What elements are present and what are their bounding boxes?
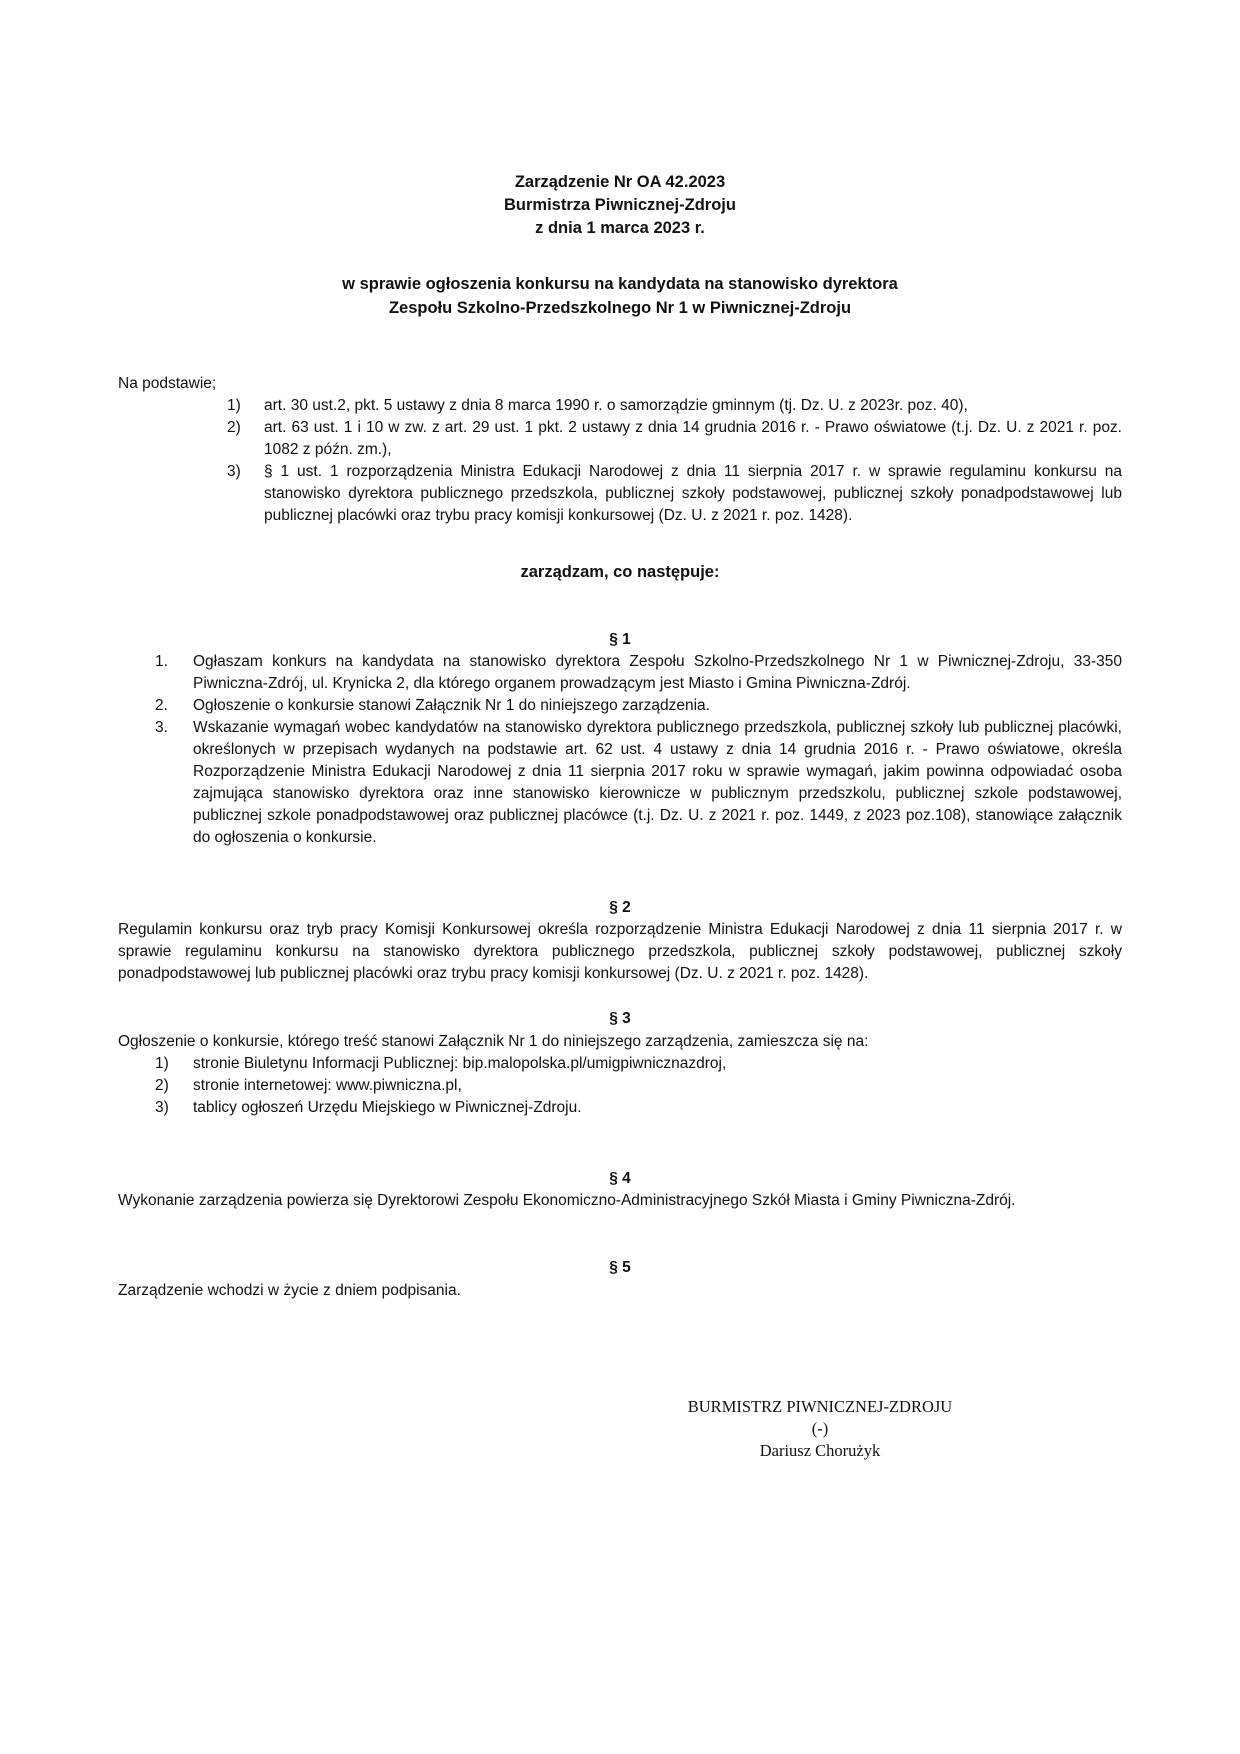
section-3 — [118, 1031, 1122, 1119]
list-item — [118, 717, 1122, 849]
document-subject — [118, 272, 1122, 320]
list-item — [118, 695, 1122, 717]
list-item-text: Ogłaszam konkurs na kandydata na stanowisko dyrektora Zespołu Szkolno-Przedszkolnego Nr 1 w Piwnicznej-Zdroju, 33-350 Piwniczna-Zdrój, ul. Krynicka 2, dla którego organem prowadzącym jest Miasto i Gmina Piwniczna-Zdrój. — [193, 653, 1122, 692]
list-item-text: tablicy ogłoszeń Urzędu Miejskiego w Piwnicznej-Zdroju. — [193, 1099, 582, 1116]
list-item-text: stronie Biuletynu Informacji Publicznej: bip.malopolska.pl/umigpiwnicznazdroj, — [193, 1055, 727, 1072]
decree-date: z dnia 1 marca 2023 r. — [535, 219, 705, 237]
list-item — [118, 461, 1122, 527]
section-4-title: § 4 — [609, 1170, 631, 1187]
section-3-intro: Ogłoszenie o konkursie, którego treść stanowi Załącznik Nr 1 do niniejszego zarządzenia, zamieszcza się na: — [118, 1033, 869, 1050]
list-item-text: art. 30 ust.2, pkt. 5 ustawy z dnia 8 marca 1990 r. o samorządzie gminnym (tj. Dz. U. z 2023r. poz. 40), — [264, 397, 968, 414]
subject-line-1: w sprawie ogłoszenia konkursu na kandydata na stanowisko dyrektora — [342, 275, 898, 293]
list-item-text: Ogłoszenie o konkursie stanowi Załącznik Nr 1 do niniejszego zarządzenia. — [193, 697, 710, 714]
section-5-text: Zarządzenie wchodzi w życie z dniem podpisania. — [118, 1282, 461, 1299]
decree-statement: zarządzam, co następuje: — [520, 563, 720, 581]
document-header — [118, 171, 1122, 240]
section-1 — [118, 651, 1122, 849]
section-5-title: § 5 — [609, 1259, 631, 1276]
section-2 — [118, 919, 1122, 985]
list-item — [118, 1075, 1122, 1097]
section-2-title: § 2 — [609, 899, 631, 916]
section-2-text: Regulamin konkursu oraz tryb pracy Komisji Konkursowej określa rozporządzenie Ministra Edukacji Narodowej z dnia 11 sierpnia 2017 r. w sprawie regulaminu konkursu na stanowisko dyrektora publicznego przedszkola, publicznej szkoły podstawowej, publicznej szkoły ponadpodstawowej lub publicznej placówki oraz trybu pracy komisji konkursowej (Dz. U. z 2021 r. poz. 1428). — [118, 921, 1122, 982]
signature-block — [660, 1396, 980, 1462]
issuer: Burmistrza Piwnicznej-Zdroju — [504, 196, 736, 214]
legal-basis — [118, 373, 1122, 527]
list-item — [118, 651, 1122, 695]
list-item — [118, 1053, 1122, 1075]
list-item-text: art. 63 ust. 1 i 10 w zw. z art. 29 ust. 1 pkt. 2 ustawy z dnia 14 grudnia 2016 r. - Prawo oświatowe (t.j. Dz. U. z 2021 r. poz. 1082 z późn. zm.), — [264, 419, 1122, 458]
list-item — [118, 1097, 1122, 1119]
section-4-text: Wykonanie zarządzenia powierza się Dyrektorowi Zespołu Ekonomiczno-Administracyjnego Szkół Miasta i Gminy Piwniczna-Zdrój. — [118, 1192, 1016, 1209]
list-item-text: § 1 ust. 1 rozporządzenia Ministra Edukacji Narodowej z dnia 11 sierpnia 2017 r. w sprawie regulaminu konkursu na stanowisko dyrektora publicznego przedszkola, publicznej szkoły podstawowej, publicznej szkoły ponadpodstawowej lub publicznej placówki oraz trybu pracy komisji konkursowej (Dz. U. z 2021 r. poz. 1428). — [264, 463, 1122, 524]
decree-number: Zarządzenie Nr OA 42.2023 — [514, 173, 726, 191]
list-item-text: Wskazanie wymagań wobec kandydatów na stanowisko dyrektora publicznego przedszkola, publicznej szkoły lub publicznej placówki, określonych w przepisach wydanych na podstawie art. 62 ust. 4 ustawy z dnia 14 grudnia 2016 r. - Prawo oświatowe, określa Rozporządzenie Ministra Edukacji Narodowej z dnia 11 sierpnia 2017 roku w sprawie wymagań, jakim powinna odpowiadać osoba zajmująca stanowisko dyrektora oraz inne stanowisko kierownicze w publicznym przedszkolu, publicznej szkole podstawowej, publicznej szkole ponadpodstawowej oraz publicznej placówce (t.j. Dz. U. z 2021 r. poz. 1449, z 2023 poz.108), stanowiące załącznik do ogłoszenia o konkursie. — [193, 719, 1122, 846]
legal-basis-intro: Na podstawie; — [118, 375, 217, 392]
list-item-number: 2. — [155, 697, 168, 714]
signature-mark: (-) — [811, 1419, 829, 1438]
list-item-number: 1) — [227, 397, 241, 414]
subject-line-2: Zespołu Szkolno-Przedszkolnego Nr 1 w Piwnicznej-Zdroju — [388, 299, 852, 317]
list-item-number: 1) — [155, 1055, 169, 1072]
signature-role: BURMISTRZ PIWNICZNEJ-ZDROJU — [687, 1397, 953, 1416]
list-item-number: 3) — [155, 1099, 169, 1116]
section-3-title: § 3 — [609, 1010, 631, 1027]
list-item-text: stronie internetowej: www.piwniczna.pl, — [193, 1077, 462, 1094]
section-1-title: § 1 — [609, 631, 631, 648]
list-item — [118, 417, 1122, 461]
list-item-number: 2) — [227, 419, 241, 436]
list-item-number: 3) — [227, 463, 241, 480]
list-item-number: 3. — [155, 719, 168, 736]
section-4 — [118, 1190, 1122, 1212]
list-item-number: 1. — [155, 653, 168, 670]
list-item — [118, 395, 1122, 417]
list-item-number: 2) — [155, 1077, 169, 1094]
section-5 — [118, 1280, 1122, 1302]
signature-name: Dariusz Chorużyk — [759, 1441, 881, 1460]
